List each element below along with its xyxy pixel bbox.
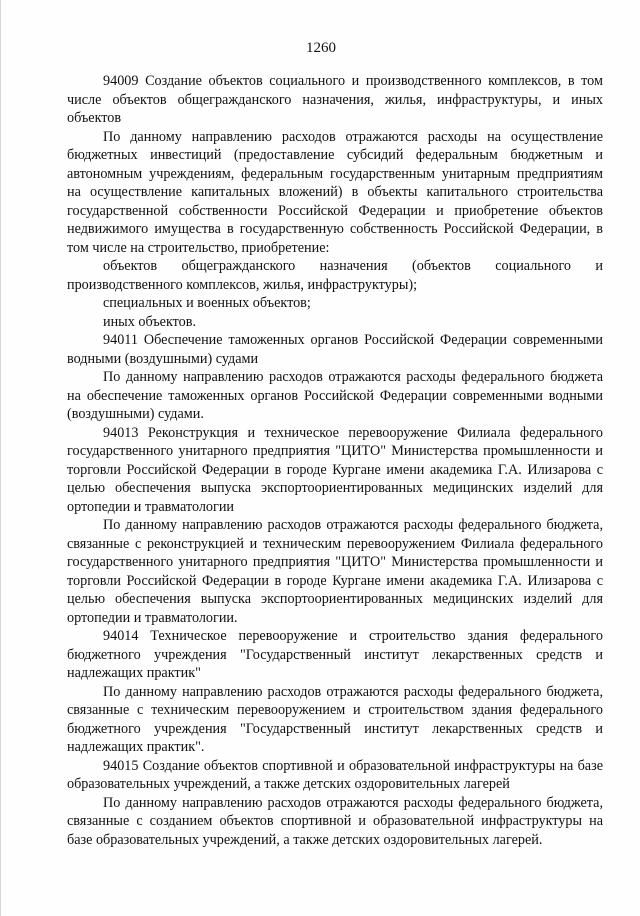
list-item-other-objects: иных объектов. xyxy=(103,313,197,330)
paragraph-94014-description: По данному направлению расходов отражаются расходы федерального бюджета, связанные с техническим перевооружением и строительством здания федерального бюджетного учреждения "Государственный институт лекарственных средств и надлежащих практик". xyxy=(67,683,603,755)
paragraph-94009-description: По данному направлению расходов отражаются расходы на осуществление бюджетных инвестиций (предоставление субсидий федеральным бюджетным и автономным учреждениям, федеральным государственным унитарным предприятиям на осуществление капитальных вложений) в объекты капитального строительства государственной собственности Российской Федерации и приобретение объектов недвижимого имущества в государственную собственность Российской Федерации, в том числе на строительство, приобретение: xyxy=(67,128,603,256)
list-item-civil-objects: объектов общегражданского назначения (объектов социального и производственного комплексов, жилья, инфраструктуры); xyxy=(67,258,603,293)
section-heading-94014: 94014 Техническое перевооружение и строительство здания федерального бюджетного учреждения "Государственный институт лекарственных средств и надлежащих практик" xyxy=(67,628,603,681)
section-heading-94011: 94011 Обеспечение таможенных органов Российской Федерации современными водными (воздушными) судами xyxy=(67,332,603,367)
section-heading-94013: 94013 Реконструкция и техническое перевооружение Филиала федерального государственного унитарного предприятия "ЦИТО" Министерства промышленности и торговли Российской Федерации в городе Кургане имени академика Г.А. Илизарова с целью обеспечения выпуска экспортоориентированных медицинских изделий для ортопедии и травматологии xyxy=(67,424,603,515)
list-item-special-objects: специальных и военных объектов; xyxy=(103,295,311,311)
paragraph-94015-description: По данному направлению расходов отражаются расходы федерального бюджета, связанные с созданием объектов спортивной и образовательной инфраструктуры на базе образовательных учреждений, а также детских оздоровительных лагерей. xyxy=(67,794,603,848)
document-body xyxy=(67,72,603,849)
paragraph-94013-description: По данному направлению расходов отражаются расходы федерального бюджета, связанные с реконструкцией и техническим перевооружением Филиала федерального государственного унитарного предприятия "ЦИТО" Министерства промышленности и торговли Российской Федерации в городе Кургане имени академика Г.А. Илизарова с целью обеспечения выпуска экспортоориентированных медицинских изделий для ортопедии и травматологии. xyxy=(67,517,603,626)
section-heading-94015: 94015 Создание объектов спортивной и образовательной инфраструктуры на базе образовательных учреждений, а также детских оздоровительных лагерей xyxy=(67,757,603,792)
section-heading-94009: 94009 Создание объектов социального и производственного комплексов, в том числе объектов общегражданского назначения, жилья, инфраструктуры, и иных объектов xyxy=(67,73,603,126)
paragraph-94011-description: По данному направлению расходов отражаются расходы федерального бюджета на обеспечение таможенных органов Российской Федерации современными водными (воздушными) судами. xyxy=(67,369,603,422)
page-number: 1260 xyxy=(306,40,336,56)
